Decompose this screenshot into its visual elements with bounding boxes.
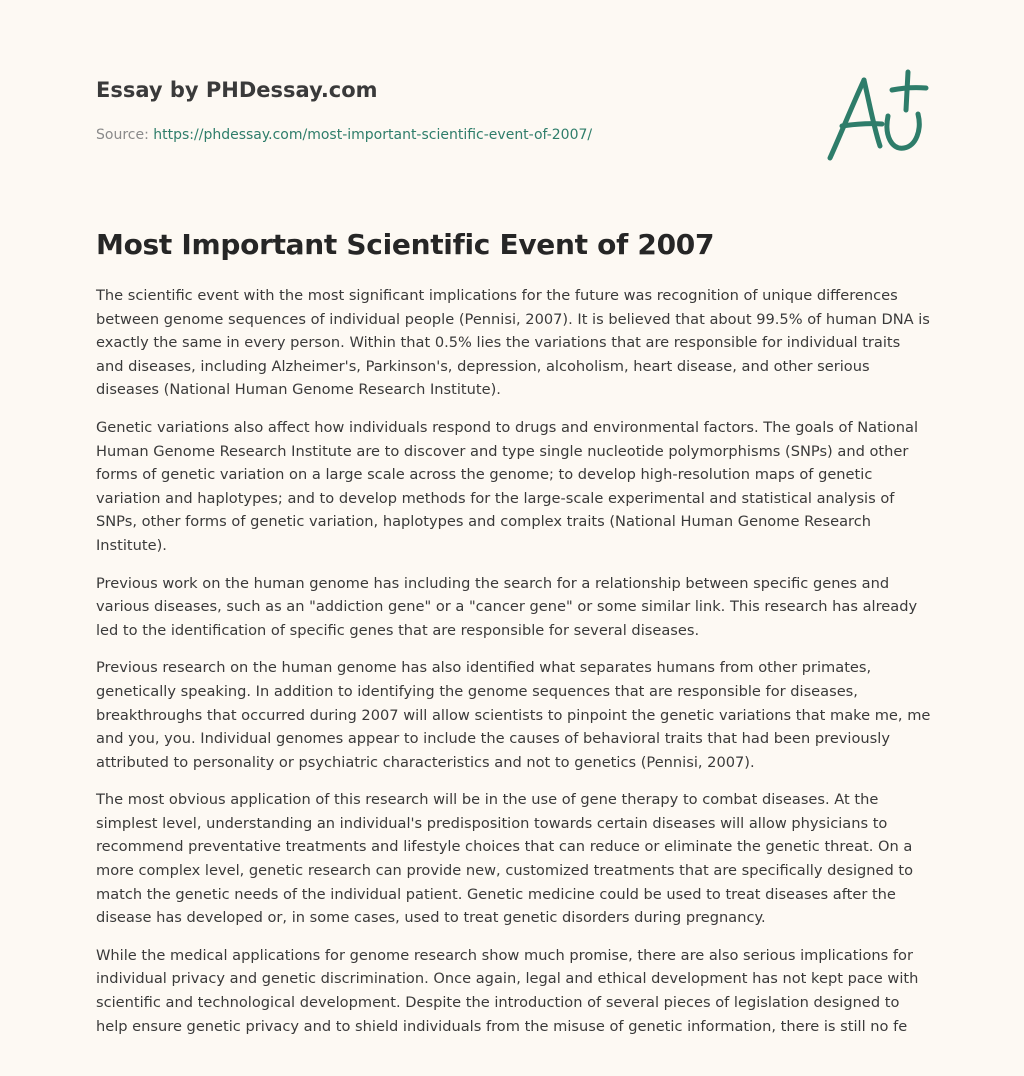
source-line xyxy=(96,125,796,145)
paragraph: While the medical applications for genome research show much promise, there are also serious implications for individual privacy and genetic discrimination. Once again, legal and ethical development has not kept pace with scientific and technological development. Despite the introduction of several pieces of legislation designed to help ensure genetic privacy and to shield individuals from the misuse of genetic information, there is still no fe xyxy=(96,946,919,1035)
page-header xyxy=(96,74,796,145)
paragraph: The scientific event with the most significant implications for the future was recognition of unique differences between genome sequences of individual people (Pennisi, 2007). It is believed that about 99.5% of human DNA is exactly the same in every person. Within that 0.5% lies the variations that are responsible for individual traits and diseases, including Alzheimer's, Parkinson's, depression, alcoholism, heart disease, and other serious diseases (National Human Genome Research Institute). xyxy=(96,287,930,399)
paragraph: Previous work on the human genome has including the search for a relationship between specific genes and various diseases, such as an "addiction gene" or a "cancer gene" or some similar link. This research has already led to the identification of specific genes that are responsible for several diseases. xyxy=(96,574,918,639)
source-link[interactable]: https://phdessay.com/most-important-scientific-event-of-2007/ xyxy=(153,127,593,143)
paragraph: Genetic variations also affect how individuals respond to drugs and environmental factors. The goals of National Human Genome Research Institute are to discover and type single nucleotide polymorphisms (SNPs) and other forms of genetic variation on a large scale across the genome; to develop high-resolution maps of genetic variation and haplotypes; and to develop methods for the large-scale experimental and statistical analysis of SNPs, other forms of genetic variation, haplotypes and complex traits (National Human Genome Research Institute). xyxy=(96,418,919,554)
paragraph: Previous research on the human genome has also identified what separates humans from other primates, genetically speaking. In addition to identifying the genome sequences that are responsible for diseases, breakthroughs that occurred during 2007 will allow scientists to pinpoint the genetic variations that make me, me and you, you. Individual genomes appear to include the causes of behavioral traits that had been previously attributed to personality or psychiatric characteristics and not to genetics (Pennisi, 2007). xyxy=(96,659,931,771)
essay-title: Most Important Scientific Event of 2007 xyxy=(96,228,715,261)
a-plus-grade-icon xyxy=(822,66,932,166)
paragraph: The most obvious application of this research will be in the use of gene therapy to combat diseases. At the simplest level, understanding an individual's predisposition towards certain diseases will allow physicians to recommend preventative treatments and lifestyle choices that can reduce or eliminate the genetic threat. On a more complex level, genetic research can provide new, customized treatments that are specifically designed to match the genetic needs of the individual patient. Genetic medicine could be used to treat diseases after the disease has developed or, in some cases, used to treat genetic disorders during pregnancy. xyxy=(96,791,914,927)
site-title: Essay by PHDessay.com xyxy=(96,78,378,102)
source-label: Source: xyxy=(96,127,154,143)
essay-body xyxy=(96,284,932,1052)
